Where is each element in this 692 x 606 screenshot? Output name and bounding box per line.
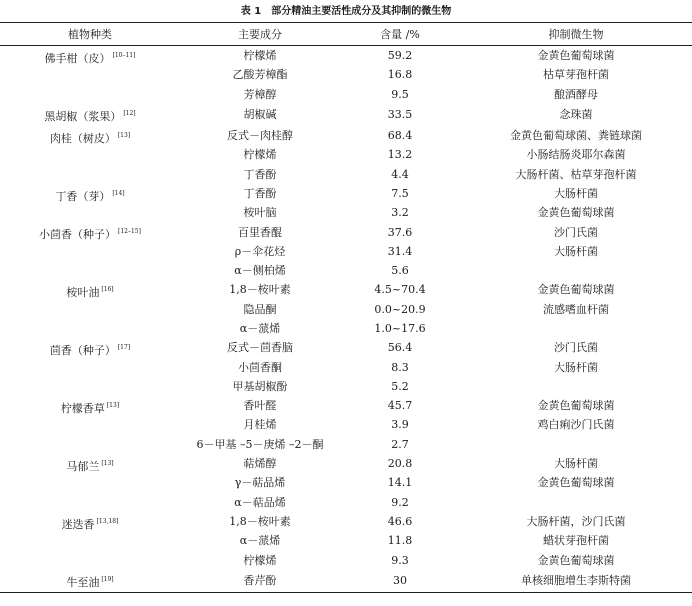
component-cell: 甲基胡椒酚 — [232, 379, 288, 393]
reference-citation: [17] — [117, 344, 131, 352]
component-cell: 反式－肉桂醇 — [227, 129, 293, 143]
component-cell: 百里香醌 — [238, 225, 282, 239]
content-cell: 68.4 — [387, 129, 413, 143]
table-header — [0, 23, 692, 46]
component-cell: 芳樟醇 — [243, 87, 277, 101]
table-title: 部分精油主要活性成分及其抑制的微生物 — [271, 6, 452, 17]
content-cell: 9.2 — [391, 495, 409, 509]
content-cell: 7.5 — [391, 186, 409, 200]
plant-name: 马郁兰 — [66, 459, 100, 473]
component-cell: 柠檬烯 — [243, 553, 277, 567]
table-row — [0, 184, 692, 203]
plant-name: 迷迭香 — [61, 517, 95, 531]
component-cell: 1,8－桉叶素 — [229, 514, 291, 528]
content-cell: 14.1 — [387, 476, 413, 490]
microbe-cell: 沙门氏菌 — [554, 341, 598, 355]
header-plant: 植物种类 — [68, 28, 112, 41]
component-cell: 6－甲基 –5－庚烯 –2－酮 — [196, 437, 324, 451]
component-cell: 反式－茴香脑 — [227, 341, 293, 355]
plant-name: 丁香（芽） — [55, 189, 111, 203]
content-cell: 20.8 — [387, 457, 413, 471]
microbe-cell: 枯草芽孢杆菌 — [543, 68, 609, 82]
header-content: 含量 /% — [380, 28, 420, 41]
microbe-cell: 鸡白痢沙门氏菌 — [537, 418, 615, 432]
table-row — [0, 512, 692, 531]
plant-name-cell — [0, 280, 180, 338]
header-microbe: 抑制微生物 — [548, 28, 604, 41]
microbe-cell: 大肠杆菌，沙门氏菌 — [526, 514, 626, 528]
reference-citation: [19] — [101, 575, 114, 583]
table-body — [0, 46, 692, 593]
table-caption — [0, 2, 692, 22]
reference-citation: [13] — [106, 402, 120, 410]
reference-citation: [10–11] — [112, 52, 136, 59]
header-component: 主要成分 — [238, 28, 282, 41]
component-cell: 柠檬烯 — [243, 148, 277, 162]
plant-name: 茴香（种子） — [49, 344, 116, 358]
microbe-cell: 大肠杆菌 — [554, 457, 598, 471]
microbe-cell: 单核细胞增生李斯特菌 — [521, 574, 631, 588]
content-cell: 37.6 — [387, 225, 413, 239]
content-cell: 31.4 — [387, 244, 413, 258]
plant-name: 柠檬香草 — [60, 402, 105, 416]
component-cell: 丁香酚 — [243, 186, 277, 200]
content-cell: 4.5~70.4 — [374, 283, 426, 297]
plant-name: 小茴香（种子） — [39, 228, 117, 242]
microbe-cell — [460, 261, 692, 280]
content-cell: 1.0~17.6 — [374, 322, 426, 335]
table-row — [0, 46, 692, 66]
table-row — [0, 338, 692, 357]
component-cell: 萜烯醇 — [243, 457, 277, 471]
component-cell: α－蒎烯 — [239, 322, 281, 335]
microbe-cell: 蜡状芽孢杆菌 — [543, 534, 609, 548]
component-cell: 桉叶脑 — [243, 206, 277, 220]
component-cell: γ－萜品烯 — [234, 476, 286, 490]
reference-citation: [16] — [101, 286, 114, 294]
essential-oil-table — [0, 22, 692, 593]
component-cell: 乙酸芳樟酯 — [232, 68, 288, 82]
microbe-cell: 大肠杆菌、枯草芽孢杆菌 — [515, 167, 637, 181]
content-cell: 33.5 — [387, 108, 413, 122]
plant-name-cell — [0, 184, 180, 223]
component-cell: α－萜品烯 — [234, 495, 286, 509]
component-cell: 丁香酚 — [243, 167, 277, 181]
plant-name: 肉桂（树皮） — [49, 131, 116, 145]
microbe-cell: 金黄色葡萄球菌 — [537, 476, 615, 490]
plant-name-cell — [0, 222, 180, 280]
microbe-cell — [460, 435, 692, 454]
reference-citation: [12–15] — [118, 228, 141, 236]
plant-name-cell — [0, 570, 180, 593]
content-cell: 8.3 — [391, 360, 409, 374]
table-row — [0, 280, 692, 299]
microbe-cell — [460, 493, 692, 512]
content-cell: 2.7 — [391, 437, 409, 451]
plant-name: 佛手柑（皮） — [44, 52, 111, 65]
reference-citation: [13,18] — [96, 517, 119, 525]
table-row — [0, 126, 692, 145]
reference-citation: [13] — [101, 459, 114, 467]
table-number: 表 1 — [240, 6, 262, 17]
microbe-cell: 金黄色葡萄球菌、粪链球菌 — [510, 129, 642, 143]
content-cell: 5.2 — [391, 379, 409, 393]
component-cell: ρ－伞花烃 — [234, 244, 286, 258]
component-cell: 1,8－桉叶素 — [229, 283, 291, 297]
component-cell: α－蒎烯 — [239, 534, 281, 548]
plant-name: 黑胡椒（浆果） — [44, 109, 122, 123]
table-row — [0, 396, 692, 415]
plant-name-cell — [0, 46, 180, 104]
table-row — [0, 222, 692, 241]
component-cell: 小茴香酮 — [238, 360, 282, 374]
microbe-cell — [460, 319, 692, 338]
plant-name: 牛至油 — [66, 575, 100, 589]
component-cell: 香叶醛 — [243, 399, 277, 413]
microbe-cell: 金黄色葡萄球菌 — [537, 399, 615, 413]
component-cell: α－侧柏烯 — [234, 264, 286, 278]
microbe-cell: 酿酒酵母 — [554, 87, 598, 101]
content-cell: 5.6 — [391, 264, 409, 278]
microbe-cell: 沙门氏菌 — [554, 225, 598, 239]
table-row — [0, 570, 692, 593]
component-cell: 胡椒碱 — [243, 108, 277, 122]
microbe-cell: 金黄色葡萄球菌 — [537, 553, 615, 567]
microbe-cell: 大肠杆菌 — [554, 360, 598, 374]
content-cell: 11.8 — [387, 534, 413, 548]
microbe-cell: 金黄色葡萄球菌 — [537, 206, 615, 220]
plant-name-cell — [0, 126, 180, 184]
content-cell: 0.0~20.9 — [374, 302, 426, 316]
microbe-cell: 金黄色葡萄球菌 — [537, 49, 615, 63]
component-cell: 隐品酮 — [243, 302, 277, 316]
table-row — [0, 454, 692, 473]
component-cell: 月桂烯 — [243, 418, 277, 432]
content-cell: 45.7 — [387, 399, 413, 413]
reference-citation: [12] — [123, 109, 136, 117]
plant-name: 桉叶油 — [66, 286, 100, 300]
microbe-cell: 大肠杆菌 — [554, 244, 598, 258]
content-cell: 9.3 — [391, 553, 409, 567]
plant-name-cell — [0, 512, 180, 570]
content-cell: 46.6 — [387, 514, 413, 528]
content-cell: 3.2 — [391, 206, 409, 220]
content-cell: 3.9 — [391, 418, 409, 432]
microbe-cell: 念珠菌 — [559, 108, 593, 122]
table-row — [0, 104, 692, 126]
microbe-cell: 金黄色葡萄球菌 — [537, 283, 615, 297]
microbe-cell: 小肠结肠炎耶尔森菌 — [526, 148, 626, 162]
content-cell: 13.2 — [387, 148, 413, 162]
microbe-cell: 大肠杆菌 — [554, 186, 598, 200]
microbe-cell — [460, 377, 692, 396]
content-cell: 59.2 — [387, 49, 413, 63]
content-cell: 16.8 — [387, 68, 413, 82]
plant-name-cell — [0, 454, 180, 512]
reference-citation: [13] — [117, 131, 131, 139]
plant-name-cell — [0, 396, 180, 454]
content-cell: 56.4 — [387, 341, 413, 355]
component-cell: 香芹酚 — [243, 574, 277, 588]
plant-name-cell — [0, 104, 180, 126]
content-cell: 4.4 — [391, 167, 409, 181]
component-cell: 柠檬烯 — [243, 49, 277, 63]
plant-name-cell — [0, 338, 180, 396]
microbe-cell: 流感嗜血杆菌 — [543, 302, 609, 316]
reference-citation: [14] — [112, 189, 125, 197]
content-cell: 9.5 — [391, 87, 409, 101]
content-cell: 30 — [393, 574, 407, 588]
